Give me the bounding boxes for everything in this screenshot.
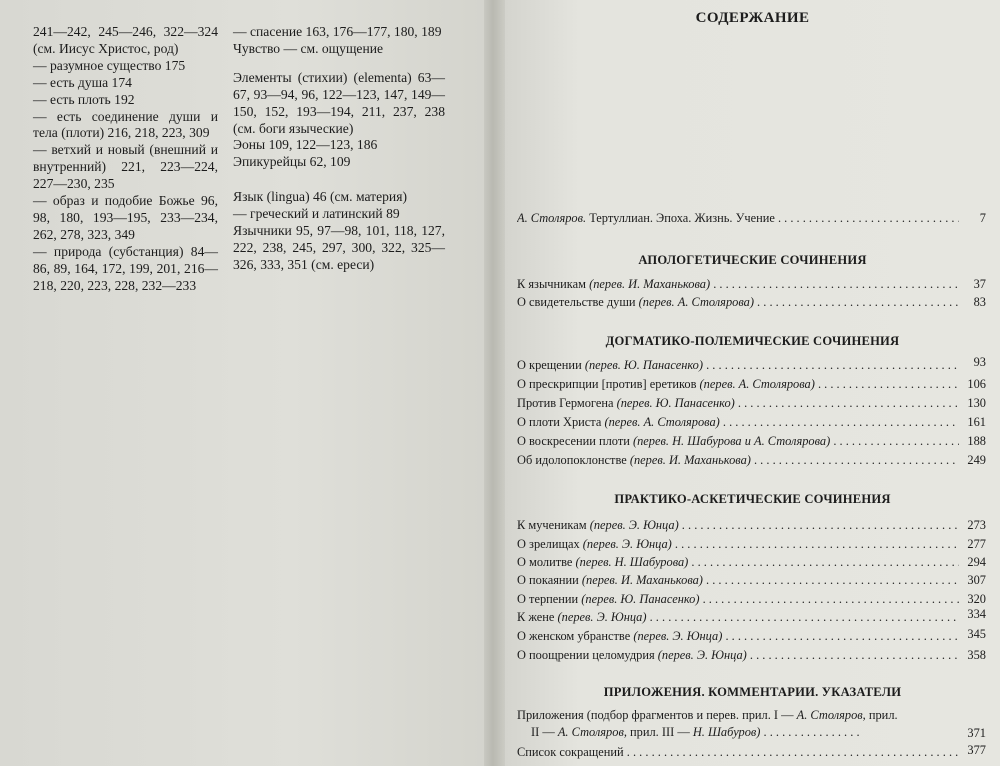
toc-entry-appendix[interactable]	[517, 707, 957, 741]
toc-page-number: 93	[973, 355, 986, 369]
toc-entry-title: О женском убранстве	[517, 629, 631, 643]
book-gutter	[484, 0, 506, 766]
toc-entry[interactable]	[517, 627, 959, 645]
toc-entry-translator: (перев. А. Столярова)	[604, 415, 720, 429]
toc-entry-title: Тертуллиан. Эпоха. Жизнь. Учение	[589, 211, 775, 225]
toc-page-number: 37	[973, 277, 986, 291]
toc-entry-translator: (перев. Э. Юнца)	[657, 648, 747, 662]
toc-page-number: 188	[967, 434, 986, 448]
toc-page-number: 7	[979, 211, 986, 225]
toc-entry-title: О свидетельстве души	[517, 295, 636, 309]
index-entry: 241—242, 245—246, 322—324 (см. Иисус Христос, род)	[33, 24, 218, 56]
spacer	[233, 58, 445, 70]
toc-entry-title: О терпении	[517, 592, 579, 606]
toc-entry-translator: (перев. И. Маханькова)	[589, 277, 711, 291]
section-heading: ДОГМАТИКО-ПОЛЕМИЧЕСКИЕ СОЧИНЕНИЯ	[605, 334, 900, 348]
toc-entry-translator: (перев. Ю. Панасенко)	[581, 592, 700, 606]
toc-entry[interactable]	[517, 451, 959, 469]
toc-entry-translator: (перев. Э. Юнца)	[633, 629, 723, 643]
toc-entry-translator: (перев. А. Столярова)	[638, 295, 754, 309]
leader-dots	[679, 518, 959, 532]
appendix-author: А. Столяров,	[796, 708, 866, 722]
toc-entry[interactable]	[517, 432, 959, 450]
appendix-text: прил. III —	[630, 725, 690, 739]
index-entry: — разумное существо 175	[33, 57, 186, 73]
leader-dots	[735, 396, 959, 410]
leader-dots	[747, 648, 959, 662]
toc-entry-title: К язычникам	[517, 277, 586, 291]
toc-entry-translator: (перев. Э. Юнца)	[557, 610, 647, 624]
toc-entry-title: Список сокращений	[517, 745, 624, 759]
toc-page-number: 345	[967, 627, 986, 641]
toc-entry-title: К мученикам	[517, 518, 587, 532]
appendix-text: II —	[531, 725, 555, 739]
leader-dots	[688, 555, 959, 569]
index-entry: Эпикурейцы 62, 109	[233, 154, 351, 170]
leader-dots	[700, 592, 960, 606]
index-entry: — природа (субстанция) 84—86, 89, 164, 172, 199, 201, 216—218, 220, 223, 228, 232—233	[33, 243, 218, 293]
toc-entry-author: А. Столяров.	[517, 211, 587, 225]
index-entry: — ветхий и новый (внешний и внутренний) 221, 223—224, 227—230, 235	[33, 142, 218, 192]
leader-dots	[703, 573, 959, 587]
toc-entry[interactable]	[517, 356, 959, 374]
leader-dots: . . . . . . . . . . . . . . . .	[760, 725, 860, 739]
appendix-author: А. Столяров,	[557, 725, 627, 739]
toc-entry-title: О крещении	[517, 358, 582, 372]
toc-entry[interactable]	[517, 375, 959, 393]
index-entry: Язык (lingua) 46 (см. материя)	[233, 189, 407, 205]
appendix-line-2	[517, 724, 957, 741]
toc-entry-title: О плоти Христа	[517, 415, 602, 429]
toc-title: СОДЕРЖАНИЕ	[695, 10, 810, 26]
leader-dots	[647, 610, 959, 624]
leader-dots	[710, 277, 959, 291]
index-entry: Элементы (стихии) (elementa) 63—67, 93—94, 96, 122—123, 147, 149—150, 152, 193—194, 211, 237, 238 (см. боги языческие)	[233, 69, 445, 136]
leader-dots	[672, 537, 959, 551]
toc-entry[interactable]	[517, 413, 959, 431]
toc-page-number: 277	[967, 537, 986, 551]
section-heading: АПОЛОГЕТИЧЕСКИЕ СОЧИНЕНИЯ	[638, 253, 867, 267]
toc-entry-translator: (перев. Ю. Панасенко)	[616, 396, 735, 410]
toc-entry[interactable]	[517, 535, 959, 553]
toc-entry-translator: (перев. А. Столярова)	[699, 377, 815, 391]
toc-entry-title: О молитве	[517, 555, 573, 569]
appendix-line-1	[517, 707, 957, 724]
toc-page-number: 161	[967, 415, 986, 429]
toc-page-number: 307	[967, 573, 986, 587]
appendix-author: Н. Шабуров)	[692, 725, 761, 739]
toc-entry-title: О прескрипции [против] еретиков	[517, 377, 697, 391]
toc-entry-translator: (перев. Ю. Панасенко)	[584, 358, 704, 372]
toc-entry-translator: (перев. И. Маханькова)	[629, 453, 751, 467]
toc-page-number: 83	[973, 295, 986, 309]
index-column-1	[33, 24, 218, 295]
index-entry: — спасение 163, 176—177, 180, 189	[233, 24, 442, 39]
toc-entry[interactable]	[517, 571, 959, 589]
spacer	[233, 171, 445, 189]
toc-entry-translator: (перев. Э. Юнца)	[589, 518, 679, 532]
index-entry: — греческий и латинский 89	[233, 206, 400, 222]
toc-entry[interactable]	[517, 553, 959, 571]
index-entry: Эоны 109, 122—123, 186	[233, 137, 378, 153]
toc-page-number: 106	[967, 377, 986, 391]
toc-page-number: 371	[967, 726, 986, 740]
appendix-text: прил.	[868, 708, 898, 722]
toc-page-number: 273	[967, 518, 986, 532]
index-column-2	[233, 24, 445, 274]
toc-entry-translator: (перев. Н. Шабурова и А. Столярова)	[632, 434, 831, 448]
toc-entry-title: О воскресении плоти	[517, 434, 630, 448]
index-entry: — образ и подобие Божье 96, 98, 180, 193—195, 233—234, 262, 278, 323, 349	[33, 193, 218, 242]
toc-entry[interactable]	[517, 293, 959, 311]
appendix-text: Приложения (подбор фрагментов и перев. прил. I —	[517, 708, 794, 722]
toc-entry-title: О покаянии	[517, 573, 579, 587]
toc-entry-title: Против Гермогена	[517, 396, 614, 410]
toc-entry-translator: (перев. Э. Юнца)	[582, 537, 672, 551]
toc-entry-title: К жене	[517, 610, 555, 624]
section-heading: ПРАКТИКО-АСКЕТИЧЕСКИЕ СОЧИНЕНИЯ	[614, 492, 891, 506]
toc-page-number: 377	[967, 743, 986, 757]
toc-entry[interactable]	[517, 516, 959, 534]
toc-page-number: 334	[967, 607, 986, 621]
leader-dots	[754, 295, 959, 309]
index-entry: — есть душа 174	[33, 74, 132, 90]
toc-entry[interactable]	[517, 590, 959, 608]
toc-entry-title: О поощрении целомудрия	[517, 648, 655, 662]
toc-entry[interactable]	[517, 394, 959, 412]
toc-page-number: 294	[967, 555, 986, 569]
leader-dots	[720, 415, 959, 429]
index-entry: Чувство — см. ощущение	[233, 40, 384, 56]
toc-entry-translator: (перев. Н. Шабурова)	[575, 555, 689, 569]
leader-dots	[703, 358, 959, 372]
toc-page-number: 130	[967, 396, 986, 410]
leader-dots	[751, 453, 959, 467]
toc-entry[interactable]	[517, 275, 959, 293]
leader-dots	[624, 745, 959, 759]
index-entry: Язычники 95, 97—98, 101, 118, 127, 222, 238, 245, 297, 300, 322, 325—326, 333, 351 (см. ереси)	[233, 223, 445, 272]
toc-entry-intro[interactable]	[517, 209, 959, 227]
index-entry: — есть плоть 192	[33, 91, 135, 107]
toc-entry[interactable]	[517, 646, 959, 664]
toc-entry[interactable]	[517, 608, 959, 626]
section-heading: ПРИЛОЖЕНИЯ. КОММЕНТАРИИ. УКАЗАТЕЛИ	[603, 685, 902, 699]
toc-page-number: 249	[967, 453, 986, 467]
toc-entry-title: Об идолопоклонстве	[517, 453, 627, 467]
leader-dots	[722, 629, 959, 643]
toc-entry-title: О зрелищах	[517, 537, 580, 551]
toc-entry[interactable]	[517, 743, 959, 761]
toc-entry-translator: (перев. И. Маханькова)	[581, 573, 703, 587]
toc-page-number: 320	[967, 592, 986, 606]
toc-page-number: 358	[967, 648, 986, 662]
index-entry: — есть соединение души и тела (плоти) 216, 218, 223, 309	[33, 108, 218, 141]
